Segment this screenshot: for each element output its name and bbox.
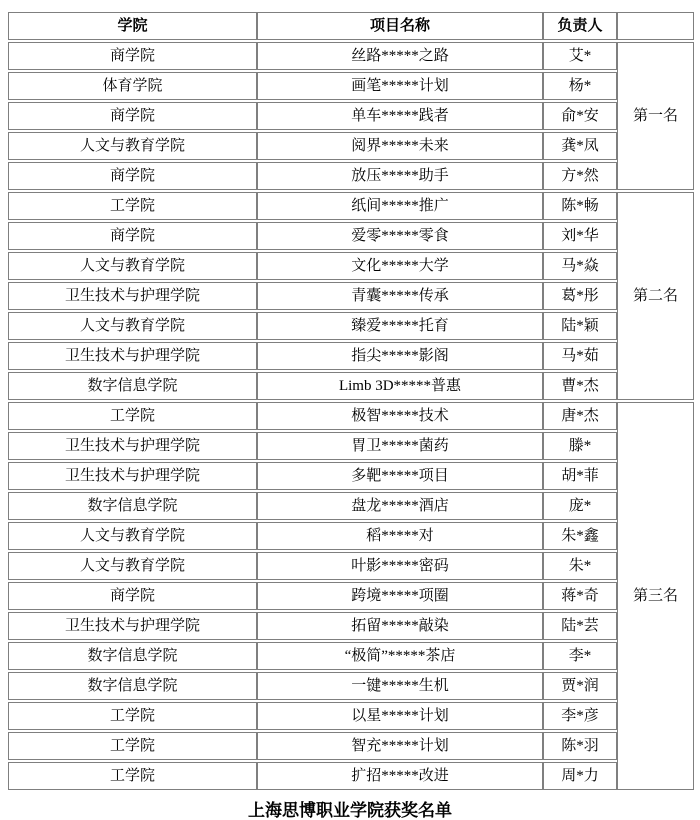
leader-cell: 李*	[543, 642, 617, 670]
project-cell: 单车*****践者	[257, 102, 543, 130]
college-cell: 人文与教育学院	[8, 252, 257, 280]
leader-cell: 马*焱	[543, 252, 617, 280]
leader-cell: 周*力	[543, 762, 617, 790]
college-cell: 卫生技术与护理学院	[8, 462, 257, 490]
project-cell: 极智*****技术	[257, 402, 543, 430]
leader-cell: 方*然	[543, 162, 617, 190]
college-cell: 卫生技术与护理学院	[8, 342, 257, 370]
rank-cell: 第一名	[617, 42, 694, 190]
project-cell: 青囊*****传承	[257, 282, 543, 310]
table-row	[8, 162, 694, 190]
table-row	[8, 192, 694, 220]
table-row	[8, 252, 694, 280]
project-cell: Limb 3D*****普惠	[257, 372, 543, 400]
leader-cell: 庞*	[543, 492, 617, 520]
project-cell: 稻*****对	[257, 522, 543, 550]
college-cell: 工学院	[8, 732, 257, 760]
project-cell: 盘龙*****酒店	[257, 492, 543, 520]
college-cell: 数字信息学院	[8, 672, 257, 700]
college-cell: 商学院	[8, 42, 257, 70]
college-cell: 商学院	[8, 102, 257, 130]
project-cell: 爱零*****零食	[257, 222, 543, 250]
leader-cell: 蒋*奇	[543, 582, 617, 610]
leader-cell: 马*茹	[543, 342, 617, 370]
table-row	[8, 552, 694, 580]
project-cell: 叶影*****密码	[257, 552, 543, 580]
project-cell: 指尖*****影阁	[257, 342, 543, 370]
leader-cell: 朱*鑫	[543, 522, 617, 550]
rank-cell: 第三名	[617, 402, 694, 790]
table-row	[8, 642, 694, 670]
table-caption: 上海思博职业学院获奖名单	[248, 801, 452, 820]
header-rank	[617, 12, 694, 40]
college-cell: 人文与教育学院	[8, 312, 257, 340]
project-cell: 臻爱*****托育	[257, 312, 543, 340]
header-college: 学院	[8, 12, 257, 40]
project-cell: 扩招*****改进	[257, 762, 543, 790]
leader-cell: 杨*	[543, 72, 617, 100]
college-cell: 人文与教育学院	[8, 132, 257, 160]
leader-cell: 贾*润	[543, 672, 617, 700]
table-row	[8, 432, 694, 460]
leader-cell: 李*彦	[543, 702, 617, 730]
table-row	[8, 762, 694, 790]
college-cell: 商学院	[8, 582, 257, 610]
leader-cell: 唐*杰	[543, 402, 617, 430]
college-cell: 体育学院	[8, 72, 257, 100]
table-row	[8, 462, 694, 490]
leader-cell: 朱*	[543, 552, 617, 580]
leader-cell: 陈*畅	[543, 192, 617, 220]
college-cell: 人文与教育学院	[8, 522, 257, 550]
college-cell: 商学院	[8, 222, 257, 250]
table-row	[8, 312, 694, 340]
college-cell: 工学院	[8, 192, 257, 220]
table-row	[8, 72, 694, 100]
college-cell: 工学院	[8, 762, 257, 790]
college-cell: 数字信息学院	[8, 642, 257, 670]
header-project: 项目名称	[257, 12, 543, 40]
project-cell: 跨境*****项圈	[257, 582, 543, 610]
college-cell: 人文与教育学院	[8, 552, 257, 580]
project-cell: 智充*****计划	[257, 732, 543, 760]
project-cell: 丝路*****之路	[257, 42, 543, 70]
leader-cell: 葛*彤	[543, 282, 617, 310]
college-cell: 卫生技术与护理学院	[8, 612, 257, 640]
rank-cell: 第二名	[617, 192, 694, 400]
table-row	[8, 42, 694, 70]
document-page	[0, 10, 700, 820]
project-cell: 胃卫*****菌药	[257, 432, 543, 460]
project-cell: 以星*****计划	[257, 702, 543, 730]
college-cell: 数字信息学院	[8, 372, 257, 400]
table-row	[8, 132, 694, 160]
table-row	[8, 612, 694, 640]
college-cell: 卫生技术与护理学院	[8, 432, 257, 460]
table-row	[8, 672, 694, 700]
table-row	[8, 582, 694, 610]
leader-cell: 曹*杰	[543, 372, 617, 400]
college-cell: 商学院	[8, 162, 257, 190]
table-row	[8, 402, 694, 430]
table-row	[8, 222, 694, 250]
project-cell: 文化*****大学	[257, 252, 543, 280]
header-row	[8, 12, 694, 40]
table-row	[8, 372, 694, 400]
project-cell: 纸间*****推广	[257, 192, 543, 220]
college-cell: 数字信息学院	[8, 492, 257, 520]
table-row	[8, 522, 694, 550]
leader-cell: 陆*芸	[543, 612, 617, 640]
leader-cell: 胡*菲	[543, 462, 617, 490]
leader-cell: 龚*凤	[543, 132, 617, 160]
header-leader: 负责人	[543, 12, 617, 40]
leader-cell: 陈*羽	[543, 732, 617, 760]
leader-cell: 艾*	[543, 42, 617, 70]
table-row	[8, 702, 694, 730]
table-row	[8, 732, 694, 760]
leader-cell: 俞*安	[543, 102, 617, 130]
leader-cell: 陆*颖	[543, 312, 617, 340]
project-cell: 阅界*****未来	[257, 132, 543, 160]
project-cell: “极简”*****茶店	[257, 642, 543, 670]
project-cell: 一键*****生机	[257, 672, 543, 700]
leader-cell: 滕*	[543, 432, 617, 460]
table-row	[8, 492, 694, 520]
table-row	[8, 282, 694, 310]
leader-cell: 刘*华	[543, 222, 617, 250]
project-cell: 放压*****助手	[257, 162, 543, 190]
college-cell: 工学院	[8, 402, 257, 430]
awards-table	[8, 10, 694, 792]
project-cell: 多靶*****项目	[257, 462, 543, 490]
project-cell: 画笔*****计划	[257, 72, 543, 100]
table-row	[8, 342, 694, 370]
table-row	[8, 102, 694, 130]
college-cell: 工学院	[8, 702, 257, 730]
project-cell: 拓留*****敲染	[257, 612, 543, 640]
college-cell: 卫生技术与护理学院	[8, 282, 257, 310]
